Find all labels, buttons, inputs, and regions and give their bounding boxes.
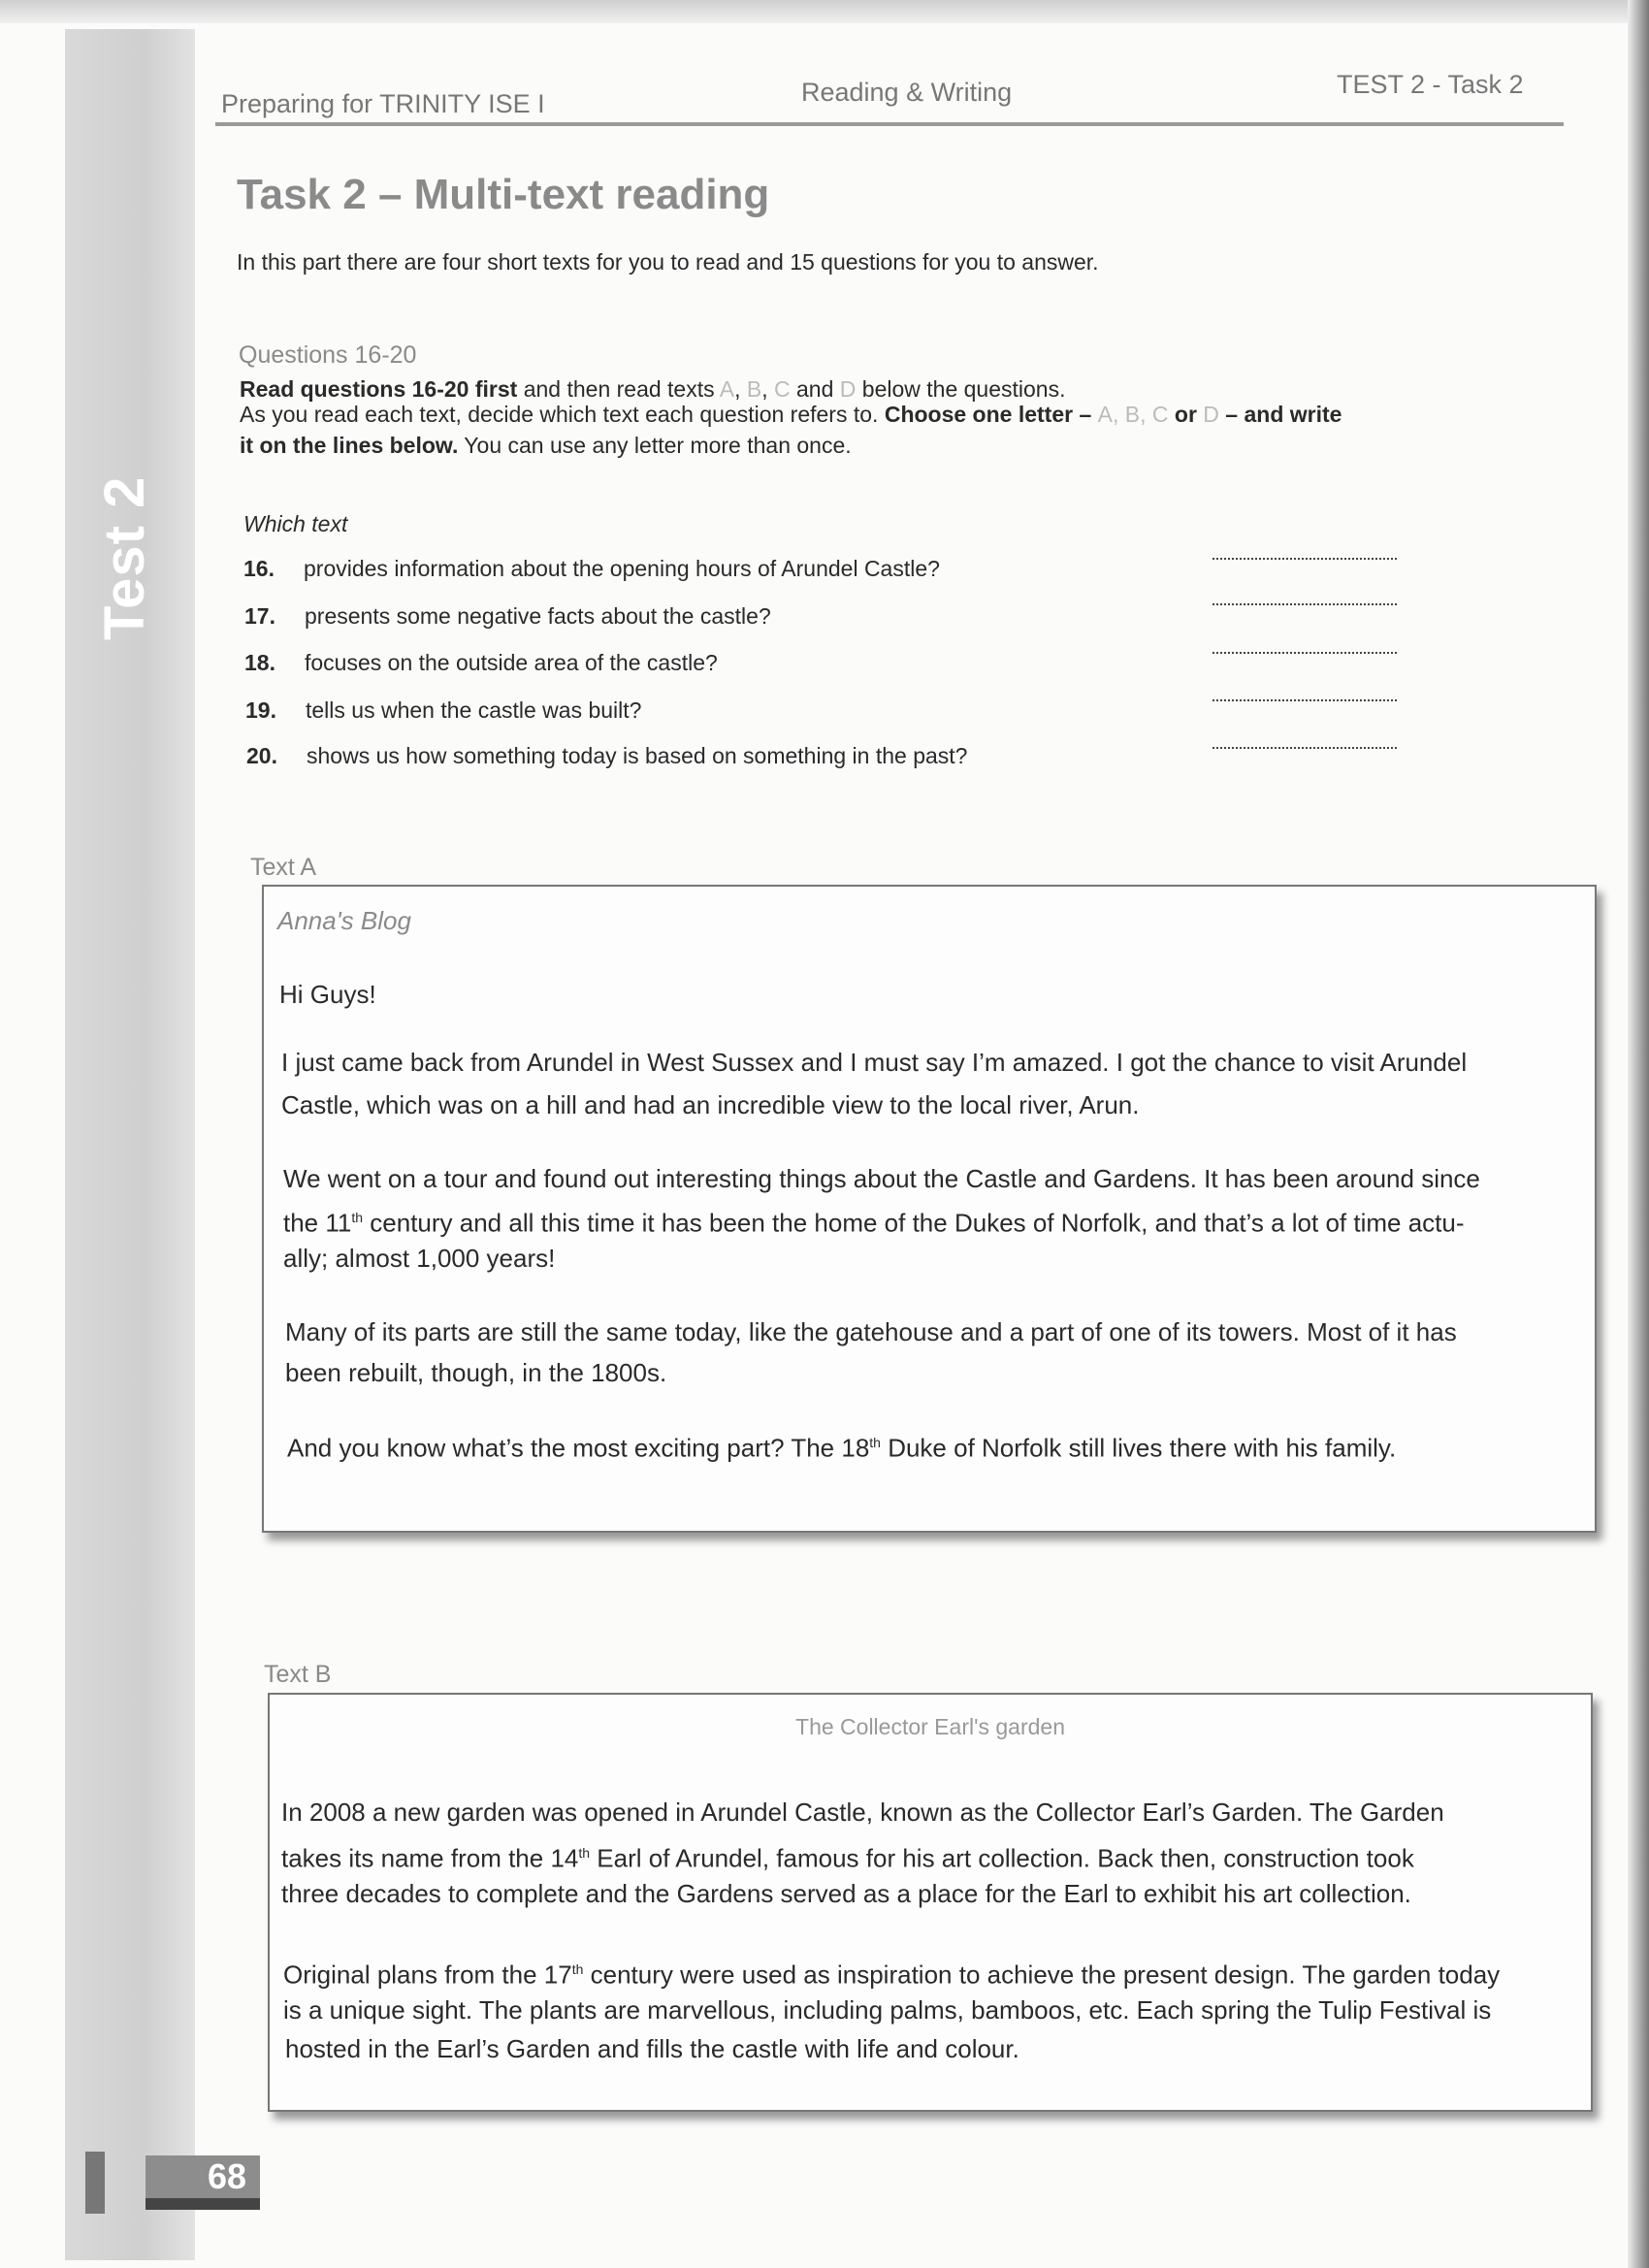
question-16: 16. provides information about the opening hours of Arundel Castle? xyxy=(243,556,940,581)
scan-edge-top xyxy=(0,0,1649,23)
page-number-tab xyxy=(85,2152,105,2214)
header-test: TEST 2 - Task 2 xyxy=(1337,70,1524,99)
questions-heading: Questions 16-20 xyxy=(239,341,417,369)
text-a-line: I just came back from Arundel in West Sussex and I must say I’m amazed. I got the chance to visit Arundel xyxy=(281,1048,1468,1077)
text-b-box xyxy=(268,1693,1593,2112)
scan-edge-right xyxy=(1628,0,1649,2268)
instructions-line-1: Read questions 16-20 first and then read texts A, B, C and D below the questions. xyxy=(240,376,1066,402)
text-a-line: the 11th century and all this time it has been the home of the Dukes of Norfolk, and that’s a lot of time actu- xyxy=(283,1208,1465,1238)
text-a-line: Many of its parts are still the same today, like the gatehouse and a part of one of its towers. Most of it has xyxy=(285,1317,1457,1346)
instructions-line-2: As you read each text, decide which text each question refers to. Choose one letter – A, B, C or D – and write xyxy=(240,402,1342,427)
page-title: Task 2 – Multi-text reading xyxy=(237,171,770,218)
page-number: 68 xyxy=(146,2155,260,2198)
instructions-line-3: it on the lines below. You can use any letter more than once. xyxy=(240,433,852,458)
header-book: Preparing for TRINITY ISE I xyxy=(221,89,545,118)
text-a-line: ally; almost 1,000 years! xyxy=(283,1244,556,1273)
text-b-line: is a unique sight. The plants are marvellous, including palms, bamboos, etc. Each spring the Tulip Festival is xyxy=(283,1995,1492,2025)
question-18: 18. focuses on the outside area of the castle? xyxy=(244,650,718,675)
text-b-line: takes its name from the 14th Earl of Arundel, famous for his art collection. Back then, construction took xyxy=(281,1843,1414,1873)
header-section: Reading & Writing xyxy=(801,78,1013,107)
answer-line-16[interactable] xyxy=(1212,558,1397,560)
text-a-line: And you know what’s the most exciting part? The 18th Duke of Norfolk still lives there with his family. xyxy=(287,1433,1397,1463)
answer-line-19[interactable] xyxy=(1212,699,1397,701)
text-b-line: three decades to complete and the Gardens served as a place for the Earl to exhibit his art collection. xyxy=(281,1879,1411,1908)
text-a-line: been rebuilt, though, in the 1800s. xyxy=(285,1358,667,1387)
side-strip xyxy=(65,29,195,2260)
text-b-line: Original plans from the 17th century were used as inspiration to achieve the present design. The garden today xyxy=(283,1960,1501,1990)
header-rule xyxy=(215,122,1564,126)
intro-text: In this part there are four short texts for you to read and 15 questions for you to answer. xyxy=(237,249,1099,275)
text-b-label: Text B xyxy=(264,1661,332,1688)
text-b-line: hosted in the Earl’s Garden and fills the castle with life and colour. xyxy=(285,2034,1019,2063)
side-label: Test 2 xyxy=(93,475,156,640)
question-20: 20. shows us how something today is based on something in the past? xyxy=(246,743,968,768)
text-a-line: We went on a tour and found out interesting things about the Castle and Gardens. It has been around since xyxy=(283,1164,1480,1193)
question-17: 17. presents some negative facts about the castle? xyxy=(244,603,771,629)
question-19: 19. tells us when the castle was built? xyxy=(245,697,642,723)
which-text-label: Which text xyxy=(243,511,348,536)
text-a-label: Text A xyxy=(250,854,317,881)
text-a-heading: Anna's Blog xyxy=(277,906,411,935)
text-a-line: Castle, which was on a hill and had an incredible view to the local river, Arun. xyxy=(281,1090,1140,1119)
text-a-greeting: Hi Guys! xyxy=(279,980,376,1009)
answer-line-18[interactable] xyxy=(1212,652,1397,654)
page-number-bar xyxy=(146,2198,260,2210)
text-a-box xyxy=(262,885,1597,1533)
answer-line-17[interactable] xyxy=(1212,603,1397,605)
text-b-line: In 2008 a new garden was opened in Arundel Castle, known as the Collector Earl’s Garden. The Garden xyxy=(281,1798,1444,1827)
text-b-heading: The Collector Earl's garden xyxy=(795,1714,1065,1739)
answer-line-20[interactable] xyxy=(1212,747,1397,749)
